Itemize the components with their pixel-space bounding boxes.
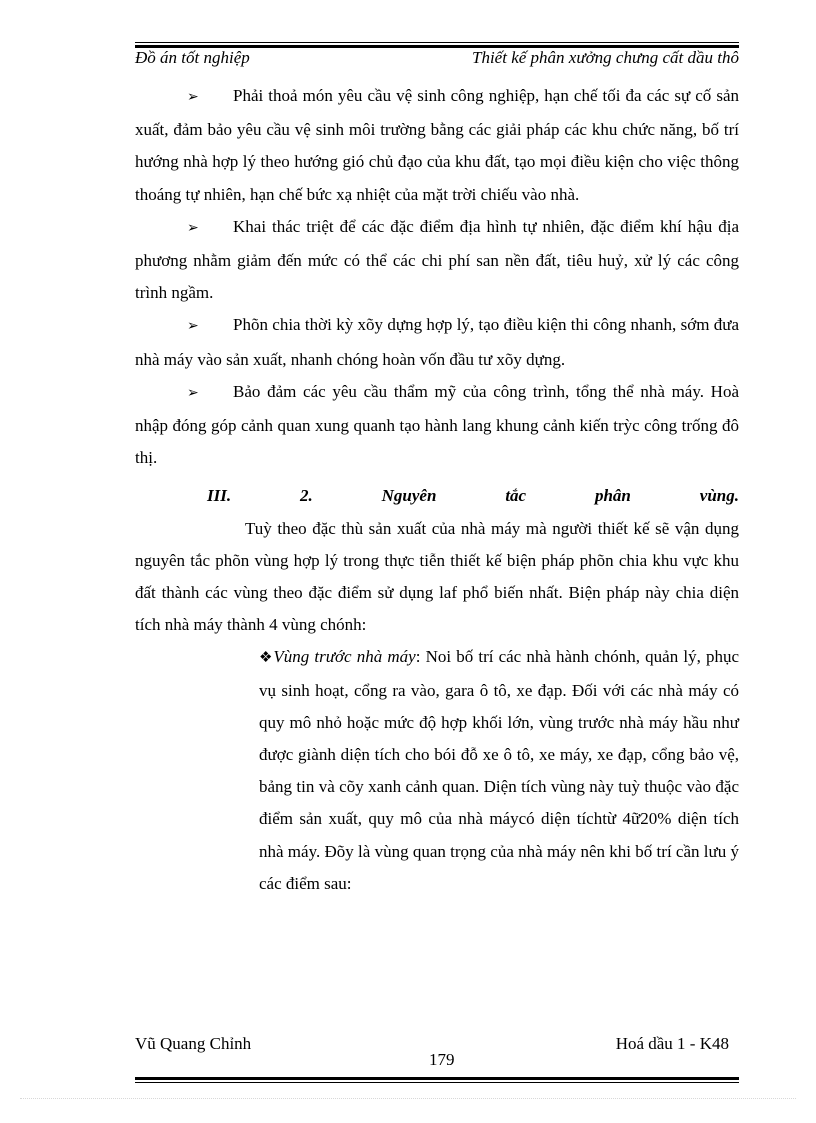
arrow-bullet-icon: ➢ (187, 90, 199, 105)
sub-item-text: : Noi bố trí các nhà hành chónh, quản lý, phục vụ sinh hoạt, cổng ra vào, gara ô tô, xe đạp. Đối với các nhà máy có quy mô nhỏ hoặc mức độ hợp khối lớn, vùng trước nhà máy hầu như được giành diện tích cho bói đỗ xe ô tô, xe máy, xe đạp, cổng bảo vệ, bảng tin và cõy xanh cảnh quan. Diện tích vùng này tuỳ thuộc vào đặc điểm sản xuất, quy mô của nhà máycó diện tíchtừ 4ữ20% diện tích nhà máy. Đõy là vùng quan trọng của nhà máy nên khi bố trí cần lưu ý các điểm sau: (259, 647, 740, 893)
bullet-text: Phải thoả món yêu cầu vệ sinh công nghiệp, hạn chế tối đa các sự cố sản xuất, đảm bảo yêu cầu vệ sinh môi trường bằng các giải pháp các khu chức năng, bố trí hướng nhà hợp lý theo hướng gió chủ đạo của khu đất, tạo mọi điều kiện cho việc thông thoáng tự nhiên, hạn chế bức xạ nhiệt của mặt trời chiếu vào nhà. (135, 86, 739, 204)
footer-rule-thin (135, 1082, 739, 1083)
footer-rule-thick (135, 1077, 739, 1080)
sub-item-label: Vùng trước nhà máy (273, 647, 416, 667)
header-rule-thin (135, 42, 739, 43)
footer-author: Vũ Quang Chỉnh (135, 1034, 252, 1053)
section-title: III. 2. Nguyên tắc phân vùng. (207, 486, 739, 506)
bullet-paragraph-1 (135, 80, 739, 211)
page-body (135, 80, 739, 900)
body-paragraph: Tuỳ theo đặc thù sản xuất của nhà máy mà người thiết kế sẽ vận dụng nguyên tắc phõn vùng hợp lý trong thực tiễn thiết kế biện pháp phõn chia khu vực khu đất thành các vùng theo đặc điểm sử dụng laf phổ biến nhất. Biện pháp này chia diện tích nhà máy thành 4 vùng chónh: (135, 518, 739, 635)
arrow-bullet-icon: ➢ (187, 385, 199, 401)
diamond-bullet-icon: ❖ (259, 650, 274, 667)
bullet-paragraph-4 (135, 376, 739, 475)
page-header (135, 48, 739, 72)
bullet-paragraph-2 (135, 211, 739, 310)
bullet-text: Phõn chia thời kỳ xõy dựng hợp lý, tạo điều kiện thi công nhanh, sớm đưa nhà máy vào sản xuất, nhanh chóng hoàn vốn đầu tư xõy dựng. (135, 315, 739, 369)
bullet-text: Khai thác triệt để các đặc điểm địa hình tự nhiên, đặc điểm khí hậu địa phương nhằm giảm đến mức có thể các chi phí san nền đất, tiêu huỷ, xử lý các công trình ngầm. (135, 216, 739, 303)
page-number: 179 (429, 1050, 455, 1069)
arrow-bullet-icon: ➢ (187, 220, 199, 236)
header-left-text: Đồ án tốt nghiệp (135, 48, 250, 67)
sub-item-paragraph (259, 641, 739, 900)
arrow-bullet-icon: ➢ (187, 319, 199, 335)
bullet-text: Bảo đảm các yêu cầu thẩm mỹ của công trình, tổng thể nhà máy. Hoà nhập đóng góp cảnh quan xung quanh tạo hành lang khung cảnh kiến trỳc công trống đô thị. (135, 381, 739, 468)
page-edge-divider (20, 1098, 796, 1099)
bullet-paragraph-3 (135, 309, 739, 375)
page-footer (135, 1034, 739, 1074)
header-right-text: Thiết kế phân xưởng chưng cất dầu thô (472, 48, 739, 67)
footer-class: Hoá dầu 1 - K48 (615, 1034, 729, 1053)
